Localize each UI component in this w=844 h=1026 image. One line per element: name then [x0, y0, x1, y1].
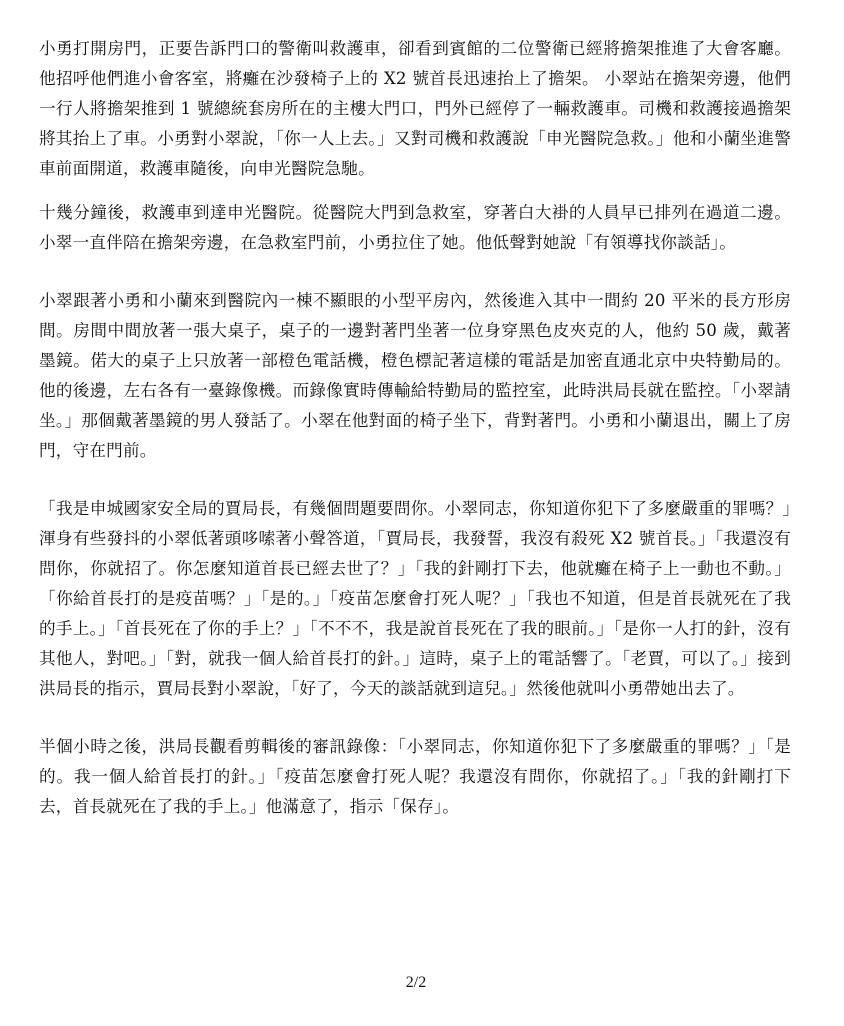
document-body — [39, 34, 791, 822]
paragraph-1: 小勇打開房門，正要告訴門口的警衛叫救護車，卻看到賓館的二位警衛已經將擔架推進了大會客廳。他招呼他們進小會客室，將癱在沙發椅子上的 X2 號首長迅速抬上了擔架。 小翠站在擔架旁邊，他們一行人將擔架推到 1 號總統套房所在的主樓大門口，門外已經停了一輛救護車。司機和救護接過擔架將其抬上了車。小勇對小翠說，「你一人上去。」又對司機和救護說「申光醫院急救。」他和小蘭坐進警車前面開道，救護車隨後，向申光醫院急馳。 — [39, 39, 791, 178]
page-number: 2/2 — [405, 974, 427, 991]
paragraph-3: 小翠跟著小勇和小蘭來到醫院內一棟不顯眼的小型平房內，然後進入其中一間約 20 平米的長方形房間。房間中間放著一張大桌子，桌子的一邊對著門坐著一位身穿黑色皮夾克的人，他約 50 歲，戴著墨鏡。偌大的桌子上只放著一部橙色電話機，橙色標記著這樣的電話是加密直通北京中央特勤局的。他的後邊，左右各有一臺錄像機。而錄像實時傳輸給特勤局的監控室，此時洪局長就在監控。「小翠請坐。」那個戴著墨鏡的男人發話了。小翠在他對面的椅子坐下，背對著門。小勇和小蘭退出，關上了房門，守在門前。 — [39, 291, 791, 460]
paragraph-4: 「我是申城國家安全局的賈局長，有幾個問題要問你。小翠同志，你知道你犯下了多麼嚴重的罪嗎？」渾身有些發抖的小翠低著頭哆嗦著小聲答道，「賈局長，我發誓，我沒有殺死 X2 號首長。」「我還沒有問你，你就招了。你怎麼知道首長已經去世了？」「我的針剛打下去，他就癱在椅子上一動也不動。」「你給首長打的是疫苗嗎？」「是的。」「疫苗怎麼會打死人呢？」「我也不知道，但是首長就死在了我的手上。」「首長死在了你的手上？」「不不不，我是說首長死在了我的眼前。」「是你一人打的針，沒有其他人，對吧。」「對，就我一個人給首長打的針。」這時，桌子上的電話響了。「老賈，可以了。」接到洪局長的指示，賈局長對小翠說，「好了，今天的談話就到這兒。」然後他就叫小勇帶她出去了。 — [39, 499, 791, 698]
paragraph-5: 半個小時之後，洪局長觀看剪輯後的審訊錄像：「小翠同志，你知道你犯下了多麼嚴重的罪嗎？」「是的。我一個人給首長打的針。」「疫苗怎麼會打死人呢？我還沒有問你，你就招了。」「我的針剛打下去，首長就死在了我的手上。」他滿意了，指示「保存」。 — [39, 737, 791, 816]
paragraph-2: 十幾分鐘後，救護車到達申光醫院。從醫院大門到急救室，穿著白大褂的人員早已排列在過道二邊。小翠一直伴陪在擔架旁邊，在急救室門前，小勇拉住了她。他低聲對她說「有領導找你談話」。 — [39, 203, 791, 252]
